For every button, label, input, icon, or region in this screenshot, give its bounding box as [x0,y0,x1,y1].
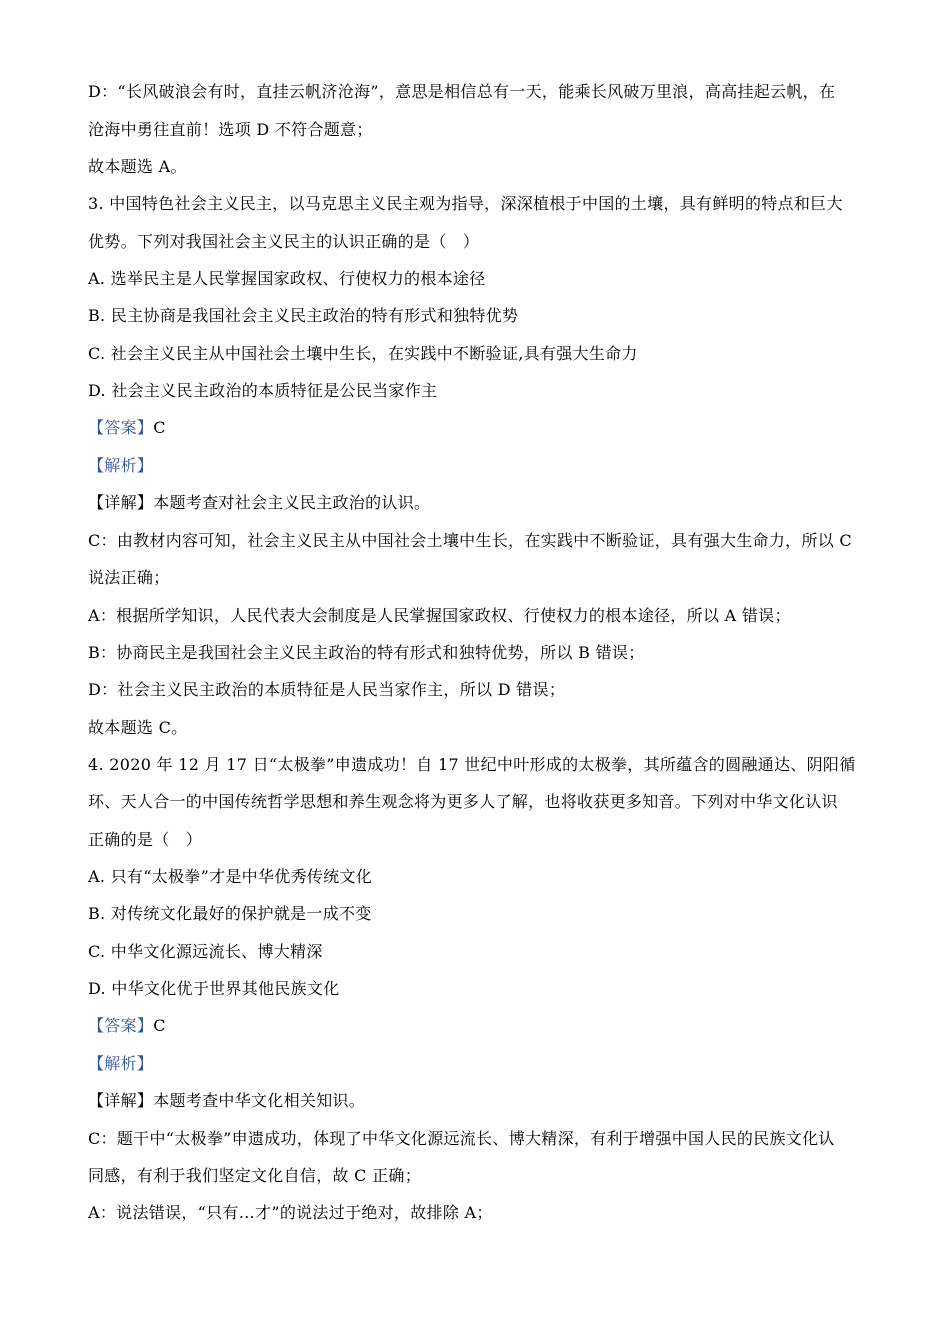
question-3-stem-cont: 优势。下列对我国社会主义民主的认识正确的是（ ） [88,232,480,251]
detail-line: 【详解】本题考查中华文化相关知识。 [88,1091,366,1110]
text-line: 沧海中勇往直前！选项 D 不符合题意； [88,120,373,139]
question-4-stem-cont: 环、天人合一的中国传统哲学思想和养生观念将为更多人了解，也将收获更多知音。下列对中华文化认识 [88,792,838,811]
detail-line: 【详解】本题考查对社会主义民主政治的认识。 [88,493,431,512]
question-3-stem: 3. 中国特色社会主义民主，以马克思主义民主观为指导，深深植根于中国的土壤，具有鲜明的特点和巨大 [88,194,843,213]
conclusion-line: 故本题选 C。 [88,718,188,737]
option-d: D. 社会主义民主政治的本质特征是公民当家作主 [88,381,438,400]
option-c: C. 社会主义民主从中国社会土壤中生长，在实践中不断验证,具有强大生命力 [88,344,638,363]
explanation-line: D：社会主义民主政治的本质特征是人民当家作主，所以 D 错误； [88,680,566,699]
explanation-line: 同感，有利于我们坚定文化自信，故 C 正确； [88,1166,422,1185]
explanation-line: C：题干中“太极拳”申遗成功，体现了中华文化源远流长、博大精深，有利于增强中国人民的民族文化认 [88,1129,835,1148]
explanation-line: B：协商民主是我国社会主义民主政治的特有形式和独特优势，所以 B 错误； [88,643,645,662]
analysis-tag: 【解析】 [88,1054,154,1073]
answer-value: C [153,418,166,437]
answer-value: C [153,1016,166,1035]
explanation-line: 说法正确； [88,568,170,587]
text-line: D：“长风破浪会有时，直挂云帆济沧海”，意思是相信总有一天，能乘长风破万里浪，高高挂起云帆，在 [88,82,836,101]
question-4-stem-cont: 正确的是（ ） [88,830,203,849]
explanation-line: A：根据所学知识，人民代表大会制度是人民掌握国家政权、行使权力的根本途径，所以 A 错误； [88,606,791,625]
option-a: A. 选举民主是人民掌握国家政权、行使权力的根本途径 [88,269,486,288]
answer-line [88,418,166,438]
option-d: D. 中华文化优于世界其他民族文化 [88,979,340,998]
option-c: C. 中华文化源远流长、博大精深 [88,942,323,961]
explanation-line: C：由教材内容可知，社会主义民主从中国社会土壤中生长，在实践中不断验证，具有强大生命力，所以 C [88,531,852,550]
question-4-stem: 4. 2020 年 12 月 17 日“太极拳”申遗成功！自 17 世纪中叶形成的太极拳，其所蕴含的圆融通达、阴阳循 [88,755,856,774]
option-b: B. 民主协商是我国社会主义民主政治的特有形式和独特优势 [88,306,519,325]
option-a: A. 只有“太极拳”才是中华优秀传统文化 [88,867,373,886]
explanation-line: A：说法错误，“只有…才”的说法过于绝对，故排除 A； [88,1203,493,1222]
analysis-tag: 【解析】 [88,456,154,475]
text-line: 故本题选 A。 [88,157,187,176]
answer-tag: 【答案】 [88,1016,154,1035]
answer-tag: 【答案】 [88,418,154,437]
answer-line [88,1016,166,1036]
option-b: B. 对传统文化最好的保护就是一成不变 [88,904,372,923]
